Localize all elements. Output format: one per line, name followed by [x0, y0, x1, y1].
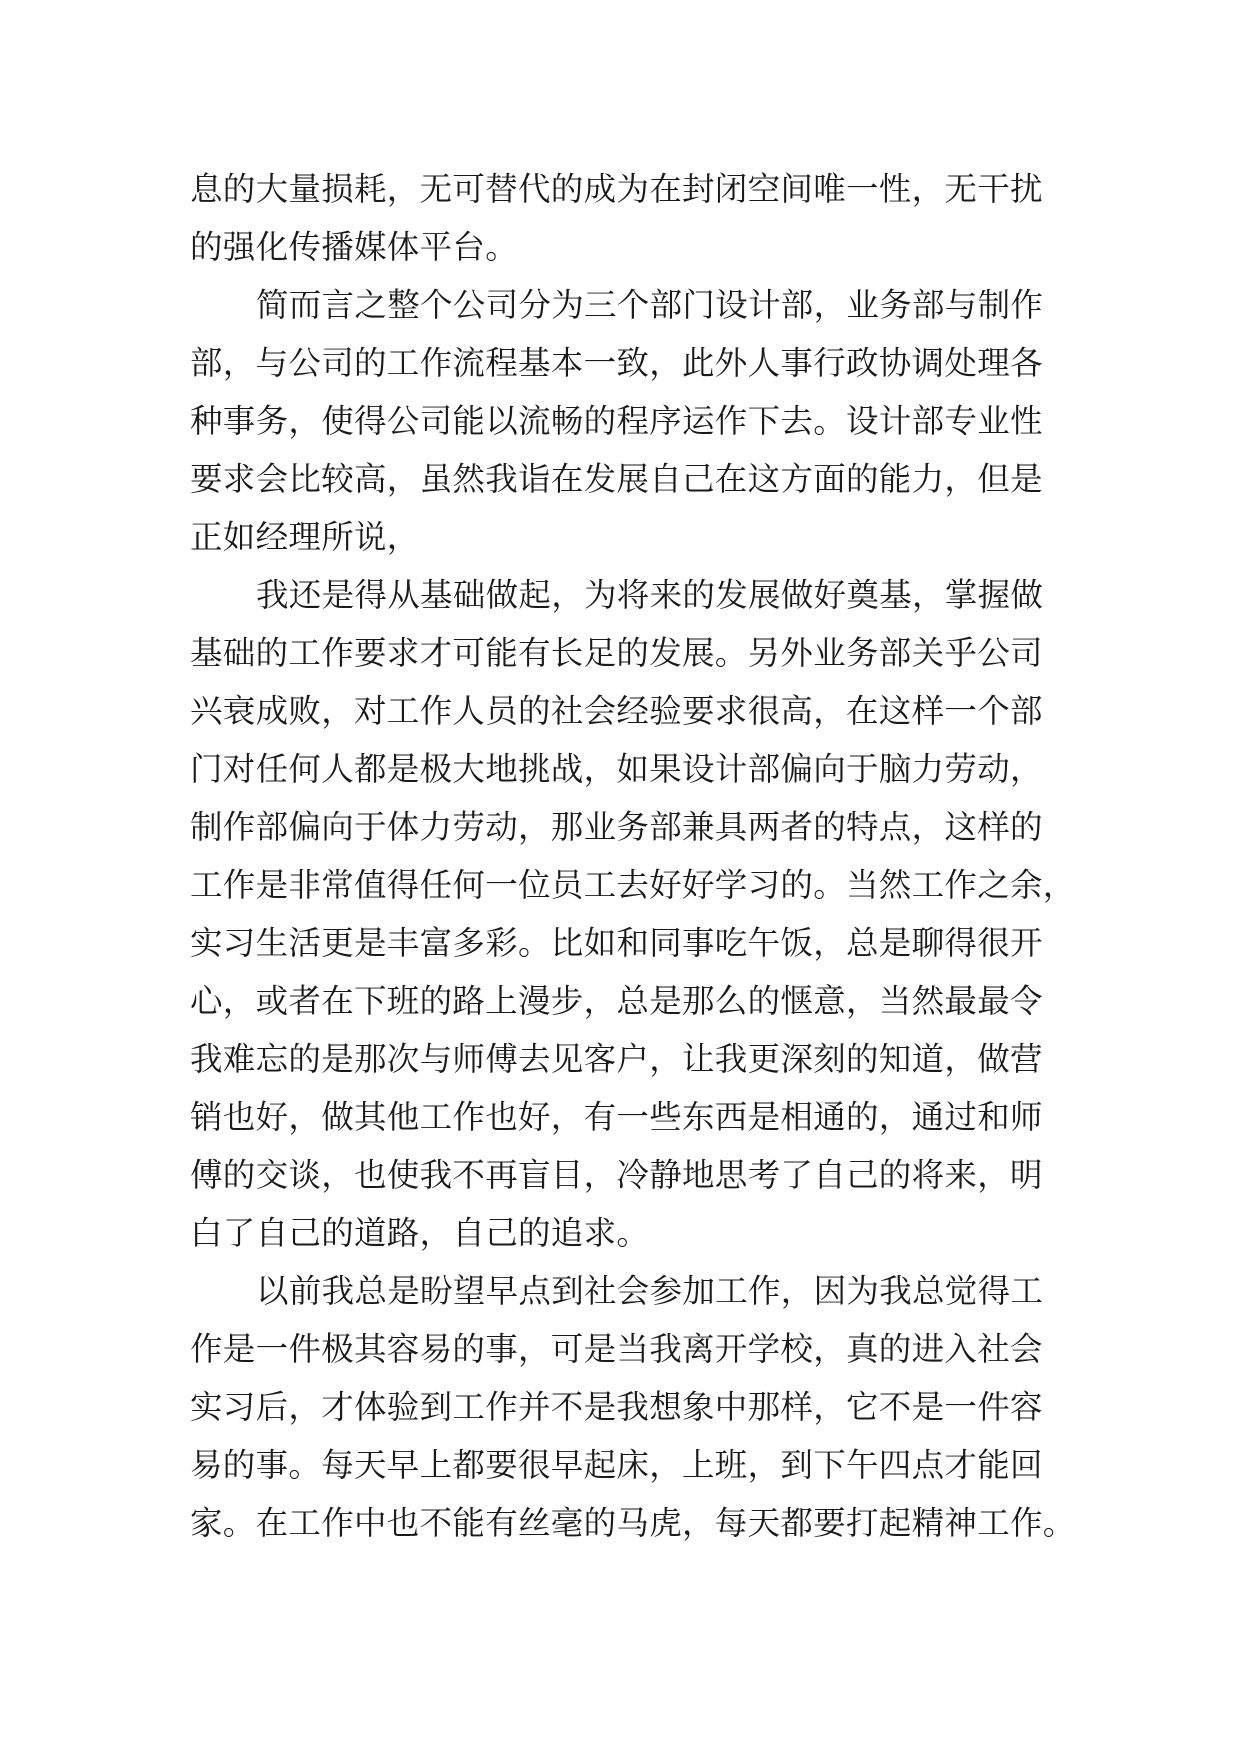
text-line: 正如经理所说，	[190, 518, 420, 556]
text-line: 作是一件极其容易的事，可是当我离开学校，真的进入社会	[190, 1330, 1043, 1368]
text-line: 门对任何人都是极大地挑战，如果设计部偏向于脑力劳动，	[190, 750, 1043, 788]
text-line: 易的事。每天早上都要很早起床，上班，到下午四点才能回	[190, 1446, 1043, 1484]
text-line: 息的大量损耗，无可替代的成为在封闭空间唯一性，无干扰	[190, 170, 1043, 208]
text-line: 的强化传播媒体平台。	[190, 228, 519, 266]
text-line: 兴衰成败，对工作人员的社会经验要求很高，在这样一个部	[190, 692, 1043, 730]
text-line: 家。在工作中也不能有丝毫的马虎，每天都要打起精神工作。	[190, 1504, 1076, 1542]
text-line: 白了自己的道路，自己的追求。	[190, 1214, 650, 1252]
text-line: 基础的工作要求才可能有长足的发展。另外业务部关乎公司	[190, 634, 1043, 672]
text-line: 实习后，才体验到工作并不是我想象中那样，它不是一件容	[190, 1388, 1043, 1426]
text-line: 以前我总是盼望早点到社会参加工作，因为我总觉得工	[256, 1272, 1044, 1310]
text-line: 傅的交谈，也使我不再盲目，冷静地思考了自己的将来，明	[190, 1156, 1043, 1194]
text-line: 心，或者在下班的路上漫步，总是那么的惬意，当然最最令	[190, 982, 1043, 1020]
text-line: 工作是非常值得任何一位员工去好好学习的。当然工作之余，	[190, 866, 1076, 904]
text-line: 部，与公司的工作流程基本一致，此外人事行政协调处理各	[190, 344, 1043, 382]
text-line: 种事务，使得公司能以流畅的程序运作下去。设计部专业性	[190, 402, 1043, 440]
text-line: 我还是得从基础做起，为将来的发展做好奠基，掌握做	[256, 576, 1044, 614]
text-line: 实习生活更是丰富多彩。比如和同事吃午饭，总是聊得很开	[190, 924, 1043, 962]
body-text	[190, 160, 1076, 1552]
text-line: 制作部偏向于体力劳动，那业务部兼具两者的特点，这样的	[190, 808, 1043, 846]
text-line: 销也好，做其他工作也好，有一些东西是相通的，通过和师	[190, 1098, 1043, 1136]
text-line: 我难忘的是那次与师傅去见客户，让我更深刻的知道，做营	[190, 1040, 1043, 1078]
text-line: 简而言之整个公司分为三个部门设计部，业务部与制作	[256, 286, 1044, 324]
text-line: 要求会比较高，虽然我诣在发展自己在这方面的能力，但是	[190, 460, 1043, 498]
